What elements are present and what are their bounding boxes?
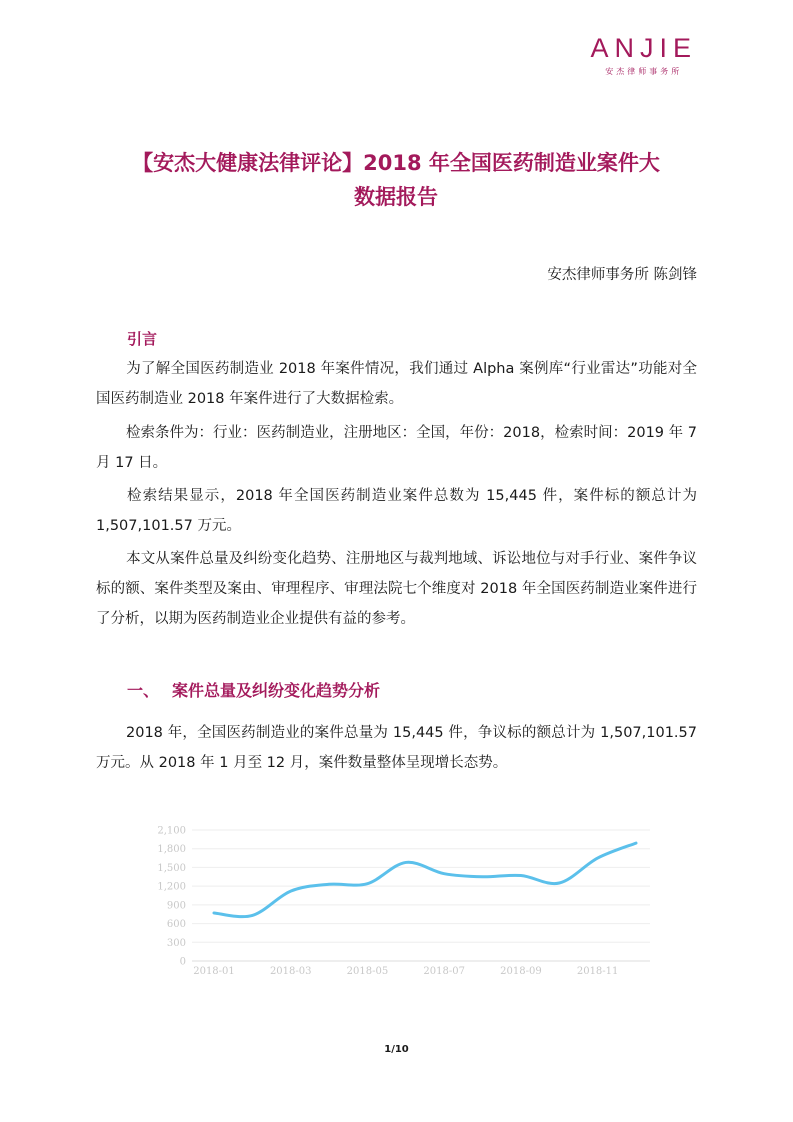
- intro-paragraph-1-text: 为了解全国医药制造业 2018 年案件情况，我们通过 Alpha 案例库“行业雷达”功能对全国医药制造业 2018 年案件进行了大数据检索。: [96, 361, 697, 407]
- section-1-heading-text: 案件总量及纠纷变化趋势分析: [172, 681, 381, 700]
- section-1-paragraph: [96, 718, 697, 778]
- intro-paragraph-4: [96, 544, 697, 634]
- chart-x-tick-label: 2018-11: [576, 966, 619, 977]
- document-title: [96, 146, 696, 214]
- intro-paragraph-2: [96, 418, 697, 478]
- chart-x-tick-label: 2018-01: [193, 966, 235, 977]
- chart-y-tick-label: 900: [166, 900, 186, 912]
- chart-y-tick-label: 1,800: [157, 844, 186, 856]
- chart-y-tick-label: 1,500: [157, 862, 186, 874]
- logo-wordmark: ANJIE: [590, 33, 697, 63]
- chart-y-tick-label: 0: [179, 956, 186, 968]
- intro-heading: 引言: [127, 330, 158, 348]
- section-1-number: 一、: [127, 681, 160, 700]
- chart-series: [214, 843, 636, 917]
- anjie-logo: [590, 34, 697, 77]
- logo-subtitle: 安杰律师事务所: [605, 67, 683, 76]
- chart-y-tick-label: 300: [166, 937, 186, 949]
- chart-y-tick-label: 2,100: [157, 825, 186, 837]
- title-line-2: 数据报告: [354, 185, 438, 209]
- intro-paragraph-3-text: 检索结果显示，2018 年全国医药制造业案件总数为 15,445 件，案件标的额总计为 1,507,101.57 万元。: [96, 488, 697, 534]
- chart-x-tick-label: 2018-09: [500, 966, 542, 977]
- author-line: 安杰律师事务所 陈剑锋: [547, 267, 697, 283]
- title-line-1: 【安杰大健康法律评论】2018 年全国医药制造业案件大: [132, 151, 660, 175]
- intro-paragraph-4-text: 本文从案件总量及纠纷变化趋势、注册地区与裁判地域、诉讼地位与对手行业、案件争议标的额、案件类型及案由、审理程序、审理法院七个维度对 2018 年全国医药制造业案件进行了分析，以期为医药制造业企业提供有益的参考。: [96, 551, 697, 627]
- chart-y-ticks: [157, 826, 186, 968]
- section-1-paragraph-text: 2018 年，全国医药制造业的案件总量为 15,445 件，争议标的额总计为 1,507,101.57 万元。从 2018 年 1 月至 12 月，案件数量整体呈现增长态势。: [96, 725, 697, 771]
- chart-x-tick-label: 2018-03: [269, 966, 312, 977]
- chart-gridlines: [192, 830, 650, 961]
- intro-paragraph-3: [96, 481, 697, 541]
- section-1-heading: [127, 678, 380, 701]
- chart-y-tick-label: 1,200: [157, 881, 186, 893]
- chart-x-tick-label: 2018-07: [423, 966, 465, 977]
- chart-series-line: [214, 843, 636, 917]
- chart-x-ticks: [193, 966, 618, 977]
- case-count-line-chart: [140, 818, 660, 978]
- chart-y-tick-label: 600: [166, 919, 186, 931]
- chart-x-tick-label: 2018-05: [346, 966, 389, 977]
- intro-paragraph-2-text: 检索条件为：行业：医药制造业，注册地区：全国，年份：2018，检索时间：2019 年 7 月 17 日。: [96, 425, 697, 471]
- intro-paragraph-1: [96, 354, 697, 414]
- page-number: 1/10: [384, 1044, 409, 1055]
